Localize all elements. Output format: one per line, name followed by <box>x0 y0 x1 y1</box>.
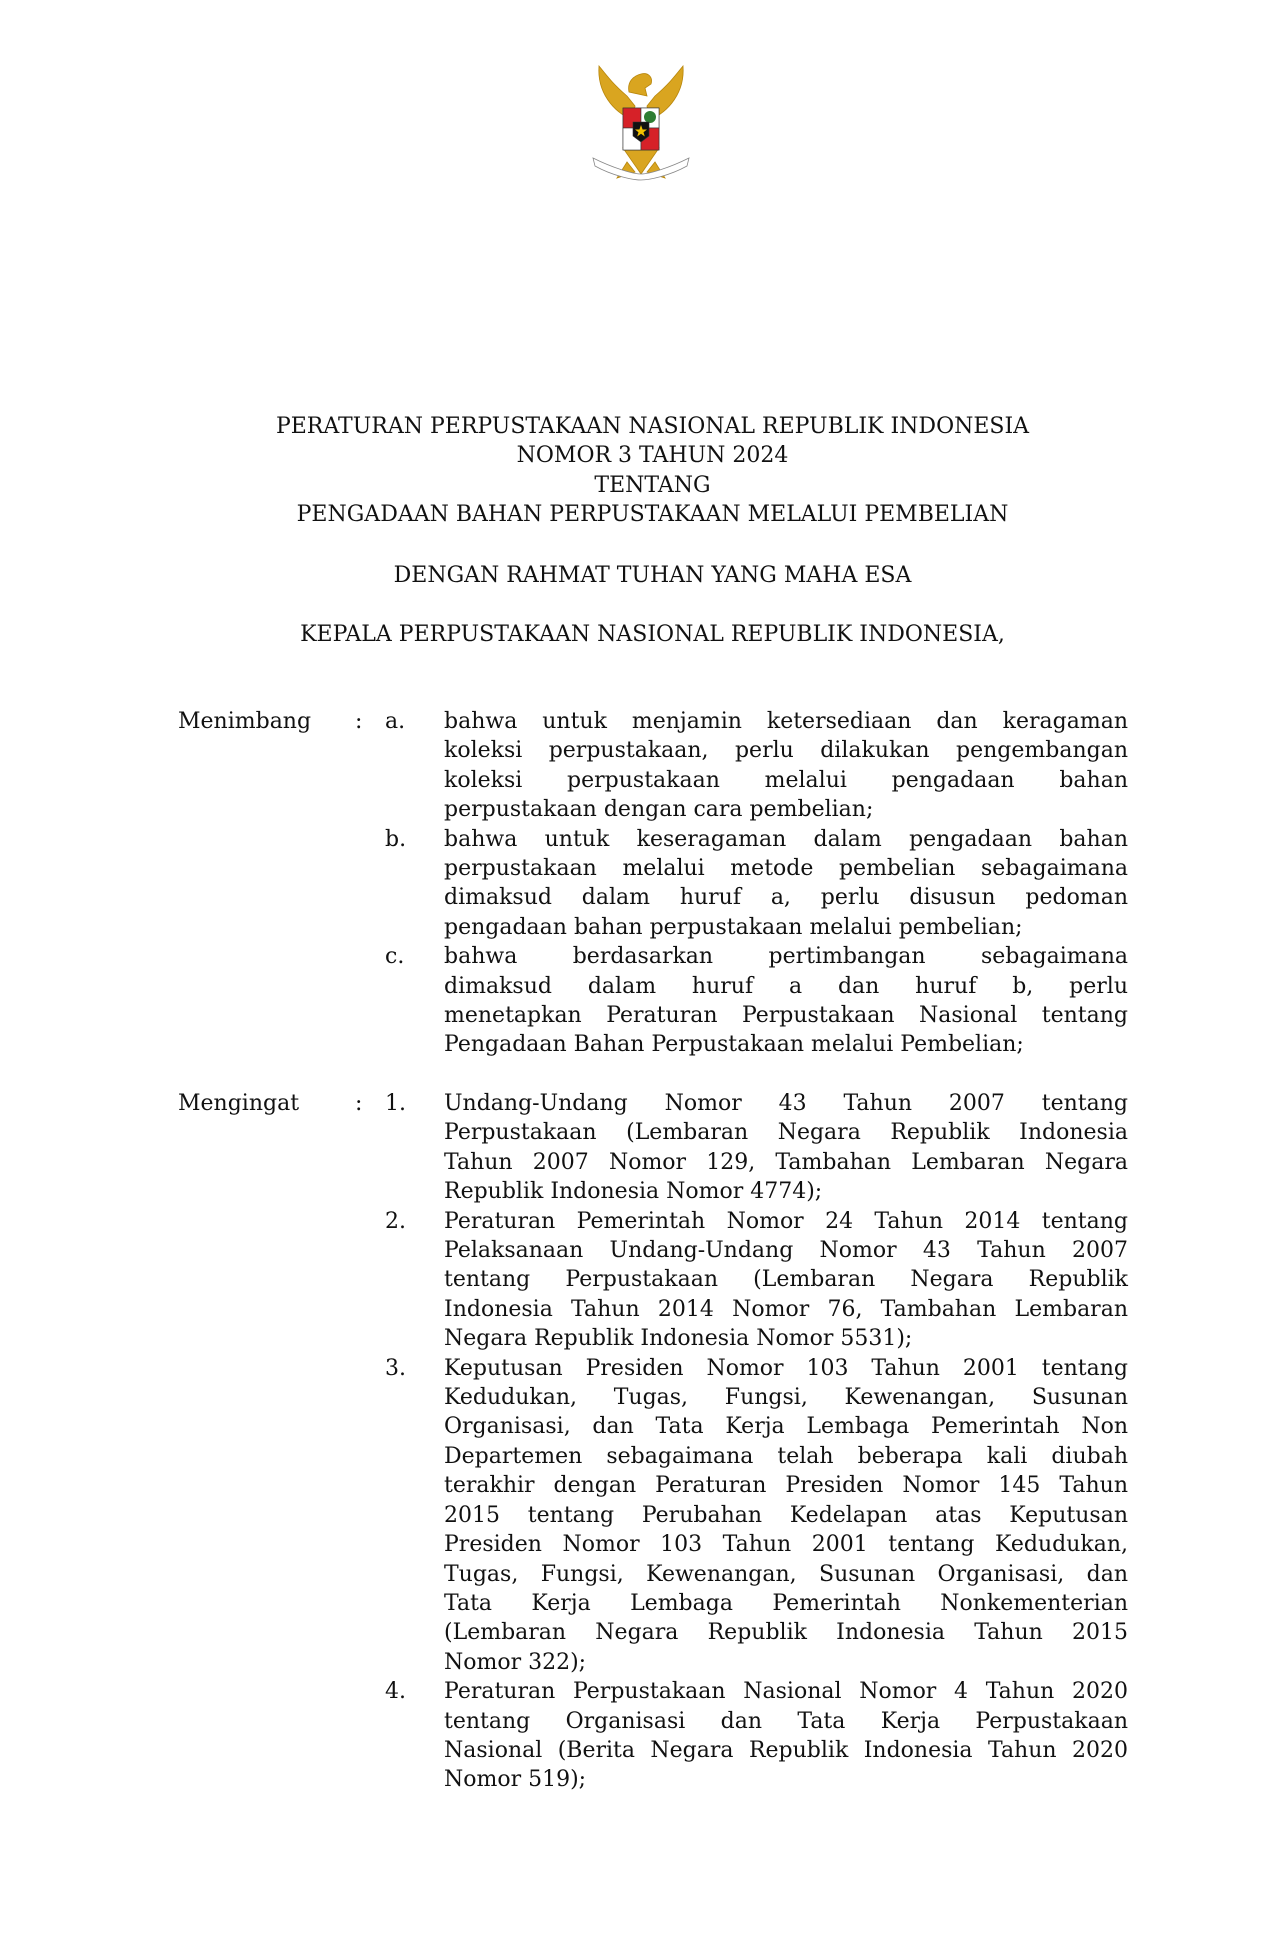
item-marker: 1. <box>385 1091 406 1116</box>
item-text <box>444 1677 1128 1795</box>
text-line: Undang-Undang Nomor 43 Tahun 2007 tentang <box>444 1091 1128 1116</box>
text-line: Presiden Nomor 103 Tahun 2001 tentang Kedudukan, <box>444 1532 1128 1558</box>
mengingat-item <box>178 1207 1128 1354</box>
invocation: DENGAN RAHMAT TUHAN YANG MAHA ESA <box>393 563 912 588</box>
text-line: Republik Indonesia Nomor 4774); <box>444 1179 823 1205</box>
text-line: bahwa berdasarkan pertimbangan sebagaimana <box>444 944 1128 970</box>
text-line: koleksi perpustakaan melalui pengadaan bahan <box>444 767 1128 793</box>
item-marker: c. <box>385 944 405 970</box>
text-line: Keputusan Presiden Nomor 103 Tahun 2001 tentang <box>444 1355 1128 1381</box>
text-line: Tugas, Fungsi, Kewenangan, Susunan Organisasi, dan <box>444 1561 1128 1587</box>
mengingat-item <box>178 1677 1128 1795</box>
text-line: Peraturan Perpustakaan Nasional Nomor 4 Tahun 2020 <box>444 1679 1128 1705</box>
text-line: pengadaan bahan perpustakaan melalui pembelian; <box>444 914 1023 940</box>
regulation-title: PERATURAN PERPUSTAKAAN NASIONAL REPUBLIK INDONESIA <box>275 414 1030 439</box>
regulation-title-block <box>15 412 1275 530</box>
text-line: koleksi perpustakaan, perlu dilakukan pengembangan <box>444 738 1128 764</box>
text-line: Negara Republik Indonesia Nomor 5531); <box>444 1326 913 1352</box>
text-line: Tata Kerja Lembaga Pemerintah Nonkementerian <box>444 1590 1128 1616</box>
text-line: Perpustakaan (Lembaran Negara Republik Indonesia <box>444 1120 1128 1146</box>
mengingat-item <box>178 1089 1128 1207</box>
menimbang-section <box>178 707 1128 1060</box>
mengingat-section <box>178 1089 1128 1795</box>
item-text <box>444 825 1128 943</box>
item-marker: 3. <box>385 1355 406 1381</box>
text-line: tentang Organisasi dan Tata Kerja Perpustakaan <box>444 1708 1128 1734</box>
text-line: dimaksud dalam huruf a dan huruf b, perlu <box>444 973 1128 999</box>
menimbang-item <box>178 942 1128 1060</box>
text-line: Pengadaan Bahan Perpustakaan melalui Pembelian; <box>444 1032 1024 1058</box>
garuda-pancasila-emblem <box>583 62 699 186</box>
text-line: bahwa untuk menjamin ketersediaan dan keragaman <box>444 709 1128 734</box>
text-line: Organisasi, dan Tata Kerja Lembaga Pemerintah Non <box>444 1414 1128 1440</box>
item-text <box>444 707 1128 825</box>
item-text <box>444 942 1128 1060</box>
item-text <box>444 1354 1128 1677</box>
regulation-number: NOMOR 3 TAHUN 2024 <box>516 443 789 469</box>
text-line: menetapkan Peraturan Perpustakaan Nasional tentang <box>444 1003 1128 1029</box>
text-line: perpustakaan dengan cara pembelian; <box>444 797 874 823</box>
section-label: Menimbang <box>178 709 312 734</box>
text-line: bahwa untuk keseragaman dalam pengadaan bahan <box>444 826 1128 852</box>
text-line: Nomor 519); <box>444 1767 587 1793</box>
menimbang-item <box>178 825 1128 943</box>
text-line: dimaksud dalam huruf a, perlu disusun pedoman <box>444 885 1128 911</box>
regulation-about: TENTANG <box>594 472 711 498</box>
text-line: (Lembaran Negara Republik Indonesia Tahun 2015 <box>444 1620 1128 1646</box>
text-line: Pelaksanaan Undang-Undang Nomor 43 Tahun 2007 <box>444 1238 1128 1264</box>
text-line: tentang Perpustakaan (Lembaran Negara Republik <box>444 1267 1128 1293</box>
text-line: 2015 tentang Perubahan Kedelapan atas Keputusan <box>444 1502 1128 1528</box>
item-marker: b. <box>385 826 407 852</box>
text-line: Nasional (Berita Negara Republik Indonesia Tahun 2020 <box>444 1737 1128 1763</box>
text-line: perpustakaan melalui metode pembelian sebagaimana <box>444 856 1128 882</box>
text-line: Kedudukan, Tugas, Fungsi, Kewenangan, Susunan <box>444 1385 1128 1411</box>
item-marker: a. <box>385 709 406 734</box>
text-line: Departemen sebagaimana telah beberapa kali diubah <box>444 1443 1128 1469</box>
authority: KEPALA PERPUSTAKAAN NASIONAL REPUBLIK INDONESIA, <box>300 622 1005 647</box>
item-marker: 2. <box>385 1208 406 1234</box>
menimbang-item <box>178 707 1128 825</box>
section-label: Mengingat <box>178 1091 300 1116</box>
text-line: Nomor 322); <box>444 1649 587 1675</box>
text-line: Indonesia Tahun 2014 Nomor 76, Tambahan Lembaran <box>444 1296 1128 1322</box>
section-colon: : <box>355 1091 363 1116</box>
regulation-subject: PENGADAAN BAHAN PERPUSTAKAAN MELALUI PEMBELIAN <box>296 502 1009 528</box>
item-text <box>444 1207 1128 1354</box>
item-marker: 4. <box>385 1679 406 1705</box>
mengingat-item <box>178 1354 1128 1677</box>
item-text <box>444 1089 1128 1207</box>
text-line: terakhir dengan Peraturan Presiden Nomor 145 Tahun <box>444 1473 1128 1499</box>
text-line: Peraturan Pemerintah Nomor 24 Tahun 2014 tentang <box>444 1208 1128 1234</box>
section-colon: : <box>355 709 363 734</box>
text-line: Tahun 2007 Nomor 129, Tambahan Lembaran Negara <box>444 1149 1128 1175</box>
